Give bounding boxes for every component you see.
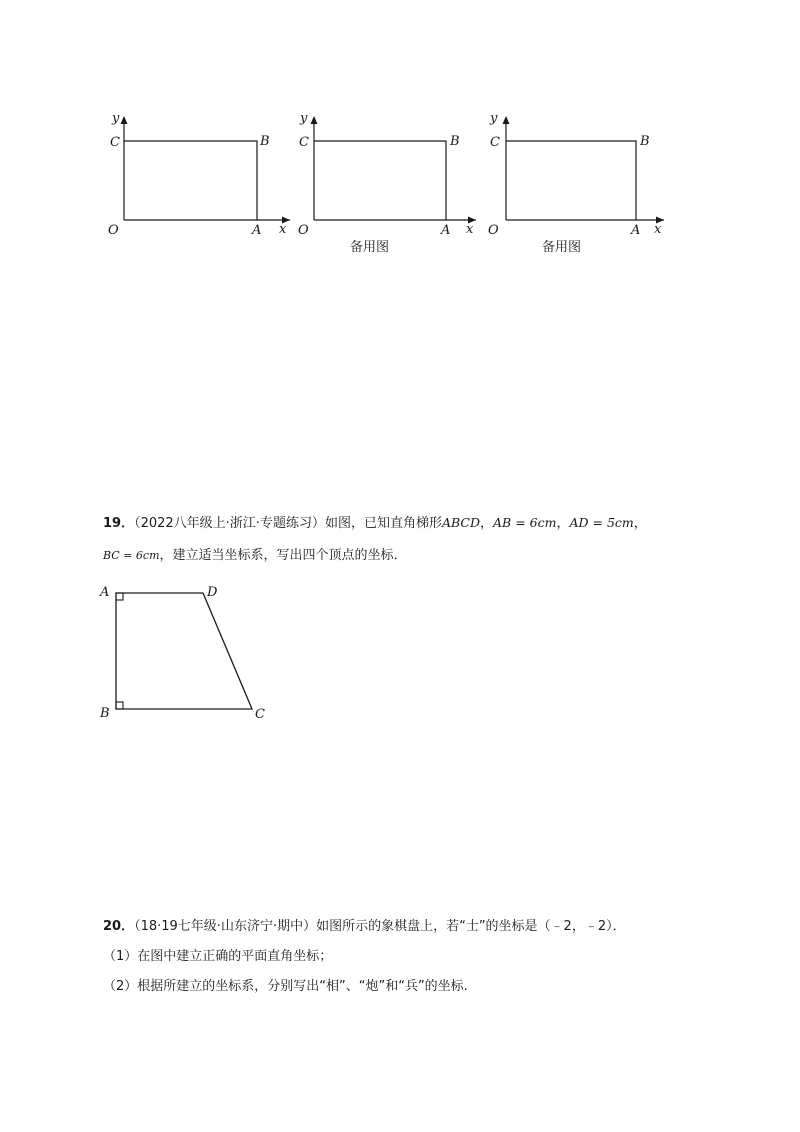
label-o: O bbox=[108, 223, 119, 238]
label-o: O bbox=[298, 223, 309, 238]
trapezoid-figure bbox=[95, 580, 280, 720]
y-axis-arrow bbox=[503, 116, 510, 124]
question-text: 如图所示的象棋盘上，若“士”的坐标是（﹣2，﹣2）． bbox=[316, 919, 626, 934]
question-20-part-1: （1）在图中建立正确的平面直角坐标； bbox=[103, 949, 333, 964]
label-b: B bbox=[260, 134, 270, 149]
y-axis-arrow bbox=[311, 116, 318, 124]
question-number: 19． bbox=[103, 516, 135, 531]
coordinate-figure-2-svg bbox=[290, 108, 480, 238]
rectangle-oabc bbox=[506, 141, 636, 220]
y-axis-arrow bbox=[121, 116, 128, 124]
math-ab: AB = 6cm bbox=[493, 515, 557, 530]
question-source: （2022八年级上·浙江·专题练习） bbox=[134, 516, 325, 531]
question-19-line-1 bbox=[103, 513, 647, 534]
label-d: D bbox=[207, 585, 218, 600]
math-ad: AD = 5cm bbox=[569, 515, 634, 530]
question-19-line-2 bbox=[103, 546, 407, 566]
question-20-part-2: （2）根据所建立的坐标系，分别写出“相”、“炮”和“兵”的坐标. bbox=[103, 979, 468, 994]
rectangle-oabc bbox=[124, 141, 257, 220]
label-c: C bbox=[299, 135, 309, 150]
right-angle-mark-a bbox=[116, 593, 123, 600]
comma: ， bbox=[480, 516, 494, 531]
label-b: B bbox=[640, 134, 650, 149]
coordinate-figure-3 bbox=[482, 108, 672, 258]
label-o: O bbox=[488, 223, 499, 238]
label-a: A bbox=[252, 223, 262, 238]
label-a: A bbox=[441, 223, 451, 238]
label-a: A bbox=[631, 223, 641, 238]
label-y: y bbox=[490, 111, 498, 126]
label-x: x bbox=[279, 222, 287, 237]
question-text: ，建立适当坐标系，写出四个顶点的坐标． bbox=[159, 548, 407, 563]
coordinate-figure-3-svg bbox=[482, 108, 672, 238]
label-c: C bbox=[255, 707, 265, 720]
trapezoid-abcd bbox=[116, 593, 252, 709]
label-x: x bbox=[466, 222, 474, 237]
trapezoid-svg bbox=[95, 580, 280, 720]
right-angle-mark-b bbox=[116, 702, 123, 709]
rectangle-oabc bbox=[314, 141, 446, 220]
label-b: B bbox=[450, 134, 460, 149]
label-y: y bbox=[300, 111, 308, 126]
label-c: C bbox=[110, 135, 120, 150]
label-y: y bbox=[112, 111, 120, 126]
label-b: B bbox=[100, 706, 110, 720]
question-20-line-1 bbox=[103, 917, 626, 937]
question-text: 如图，已知直角梯形 bbox=[324, 516, 442, 531]
coordinate-figure-1 bbox=[100, 108, 290, 258]
coordinate-figure-2 bbox=[290, 108, 480, 258]
label-x: x bbox=[654, 222, 662, 237]
label-a: A bbox=[100, 585, 110, 600]
coordinate-figure-1-svg bbox=[100, 108, 290, 238]
math-bc: BC = 6cm bbox=[103, 549, 160, 562]
comma: ， bbox=[556, 516, 570, 531]
figure-caption: 备用图 bbox=[542, 240, 582, 255]
figure-caption: 备用图 bbox=[350, 240, 390, 255]
label-c: C bbox=[490, 135, 500, 150]
comma: ， bbox=[633, 516, 647, 531]
question-number: 20． bbox=[103, 919, 135, 934]
math-shape: ABCD bbox=[441, 515, 480, 530]
question-source: （18·19七年级·山东济宁·期中） bbox=[134, 919, 317, 934]
